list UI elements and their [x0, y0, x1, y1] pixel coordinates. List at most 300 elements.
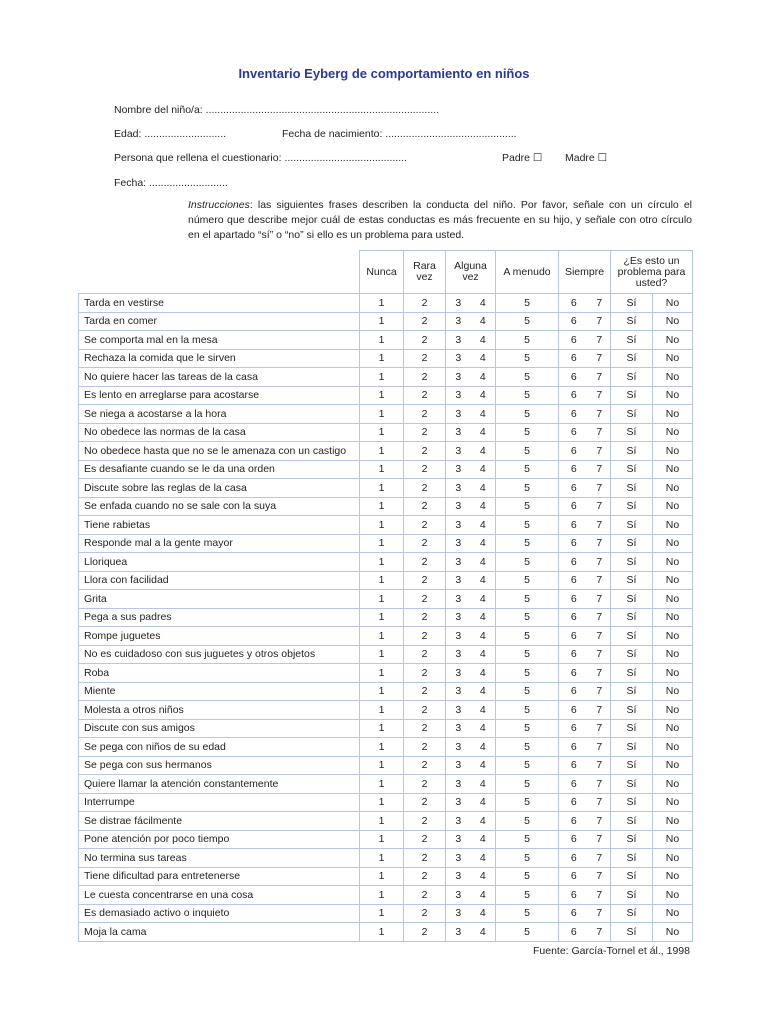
scale-option-5[interactable]: 5 [496, 886, 559, 905]
scale-option-3[interactable]: 3 [446, 368, 471, 387]
scale-option-2[interactable]: 2 [404, 571, 446, 590]
scale-option-1[interactable]: 1 [360, 571, 404, 590]
problem-yes-option[interactable]: Sí [611, 534, 653, 553]
scale-option-5[interactable]: 5 [496, 867, 559, 886]
scale-option-4[interactable]: 4 [471, 664, 496, 683]
scale-option-5[interactable]: 5 [496, 331, 559, 350]
problem-no-option[interactable]: No [653, 775, 693, 794]
scale-option-6[interactable]: 6 [559, 645, 589, 664]
scale-option-3[interactable]: 3 [446, 442, 471, 461]
scale-option-3[interactable]: 3 [446, 923, 471, 942]
scale-option-2[interactable]: 2 [404, 312, 446, 331]
scale-option-2[interactable]: 2 [404, 775, 446, 794]
scale-option-5[interactable]: 5 [496, 405, 559, 424]
scale-option-6[interactable]: 6 [559, 719, 589, 738]
scale-option-5[interactable]: 5 [496, 812, 559, 831]
scale-option-4[interactable]: 4 [471, 645, 496, 664]
problem-yes-option[interactable]: Sí [611, 497, 653, 516]
scale-option-1[interactable]: 1 [360, 886, 404, 905]
scale-option-5[interactable]: 5 [496, 590, 559, 609]
scale-option-2[interactable]: 2 [404, 442, 446, 461]
scale-option-1[interactable]: 1 [360, 349, 404, 368]
problem-no-option[interactable]: No [653, 756, 693, 775]
scale-option-5[interactable]: 5 [496, 904, 559, 923]
scale-option-7[interactable]: 7 [589, 756, 611, 775]
scale-option-1[interactable]: 1 [360, 442, 404, 461]
problem-yes-option[interactable]: Sí [611, 479, 653, 498]
problem-yes-option[interactable]: Sí [611, 349, 653, 368]
scale-option-1[interactable]: 1 [360, 812, 404, 831]
scale-option-2[interactable]: 2 [404, 738, 446, 757]
scale-option-6[interactable]: 6 [559, 516, 589, 535]
scale-option-4[interactable]: 4 [471, 442, 496, 461]
scale-option-5[interactable]: 5 [496, 386, 559, 405]
scale-option-6[interactable]: 6 [559, 331, 589, 350]
scale-option-4[interactable]: 4 [471, 534, 496, 553]
scale-option-6[interactable]: 6 [559, 312, 589, 331]
problem-yes-option[interactable]: Sí [611, 904, 653, 923]
scale-option-4[interactable]: 4 [471, 331, 496, 350]
scale-option-1[interactable]: 1 [360, 627, 404, 646]
scale-option-1[interactable]: 1 [360, 830, 404, 849]
scale-option-7[interactable]: 7 [589, 294, 611, 313]
scale-option-2[interactable]: 2 [404, 627, 446, 646]
scale-option-3[interactable]: 3 [446, 719, 471, 738]
scale-option-5[interactable]: 5 [496, 682, 559, 701]
scale-option-6[interactable]: 6 [559, 423, 589, 442]
problem-no-option[interactable]: No [653, 405, 693, 424]
scale-option-7[interactable]: 7 [589, 886, 611, 905]
problem-no-option[interactable]: No [653, 590, 693, 609]
scale-option-1[interactable]: 1 [360, 590, 404, 609]
scale-option-7[interactable]: 7 [589, 442, 611, 461]
scale-option-4[interactable]: 4 [471, 812, 496, 831]
scale-option-2[interactable]: 2 [404, 294, 446, 313]
scale-option-4[interactable]: 4 [471, 830, 496, 849]
problem-yes-option[interactable]: Sí [611, 627, 653, 646]
scale-option-4[interactable]: 4 [471, 368, 496, 387]
problem-no-option[interactable]: No [653, 886, 693, 905]
scale-option-5[interactable]: 5 [496, 923, 559, 942]
scale-option-5[interactable]: 5 [496, 423, 559, 442]
scale-option-1[interactable]: 1 [360, 738, 404, 757]
scale-option-7[interactable]: 7 [589, 590, 611, 609]
scale-option-4[interactable]: 4 [471, 849, 496, 868]
problem-yes-option[interactable]: Sí [611, 664, 653, 683]
scale-option-6[interactable]: 6 [559, 553, 589, 572]
problem-yes-option[interactable]: Sí [611, 738, 653, 757]
scale-option-2[interactable]: 2 [404, 349, 446, 368]
scale-option-3[interactable]: 3 [446, 904, 471, 923]
scale-option-1[interactable]: 1 [360, 331, 404, 350]
problem-no-option[interactable]: No [653, 812, 693, 831]
scale-option-2[interactable]: 2 [404, 756, 446, 775]
scale-option-6[interactable]: 6 [559, 904, 589, 923]
scale-option-7[interactable]: 7 [589, 423, 611, 442]
scale-option-1[interactable]: 1 [360, 719, 404, 738]
scale-option-7[interactable]: 7 [589, 923, 611, 942]
scale-option-3[interactable]: 3 [446, 534, 471, 553]
problem-no-option[interactable]: No [653, 682, 693, 701]
scale-option-4[interactable]: 4 [471, 627, 496, 646]
scale-option-4[interactable]: 4 [471, 312, 496, 331]
scale-option-5[interactable]: 5 [496, 830, 559, 849]
scale-option-4[interactable]: 4 [471, 423, 496, 442]
scale-option-3[interactable]: 3 [446, 867, 471, 886]
scale-option-4[interactable]: 4 [471, 349, 496, 368]
scale-option-6[interactable]: 6 [559, 682, 589, 701]
problem-no-option[interactable]: No [653, 571, 693, 590]
problem-no-option[interactable]: No [653, 553, 693, 572]
scale-option-5[interactable]: 5 [496, 294, 559, 313]
scale-option-6[interactable]: 6 [559, 701, 589, 720]
mother-checkbox[interactable]: Madre ☐ [565, 152, 608, 164]
scale-option-1[interactable]: 1 [360, 479, 404, 498]
scale-option-6[interactable]: 6 [559, 534, 589, 553]
scale-option-7[interactable]: 7 [589, 405, 611, 424]
problem-no-option[interactable]: No [653, 738, 693, 757]
scale-option-1[interactable]: 1 [360, 701, 404, 720]
scale-option-4[interactable]: 4 [471, 904, 496, 923]
scale-option-2[interactable]: 2 [404, 812, 446, 831]
scale-option-5[interactable]: 5 [496, 738, 559, 757]
problem-no-option[interactable]: No [653, 701, 693, 720]
scale-option-5[interactable]: 5 [496, 534, 559, 553]
scale-option-3[interactable]: 3 [446, 294, 471, 313]
problem-yes-option[interactable]: Sí [611, 590, 653, 609]
scale-option-1[interactable]: 1 [360, 497, 404, 516]
scale-option-2[interactable]: 2 [404, 331, 446, 350]
problem-yes-option[interactable]: Sí [611, 923, 653, 942]
scale-option-5[interactable]: 5 [496, 608, 559, 627]
problem-yes-option[interactable]: Sí [611, 386, 653, 405]
problem-yes-option[interactable]: Sí [611, 645, 653, 664]
scale-option-4[interactable]: 4 [471, 553, 496, 572]
scale-option-3[interactable]: 3 [446, 331, 471, 350]
scale-option-4[interactable]: 4 [471, 497, 496, 516]
problem-yes-option[interactable]: Sí [611, 756, 653, 775]
scale-option-1[interactable]: 1 [360, 553, 404, 572]
scale-option-2[interactable]: 2 [404, 553, 446, 572]
problem-yes-option[interactable]: Sí [611, 516, 653, 535]
scale-option-5[interactable]: 5 [496, 645, 559, 664]
scale-option-2[interactable]: 2 [404, 368, 446, 387]
scale-option-3[interactable]: 3 [446, 497, 471, 516]
scale-option-1[interactable]: 1 [360, 793, 404, 812]
scale-option-1[interactable]: 1 [360, 645, 404, 664]
father-checkbox[interactable]: Padre ☐ [502, 152, 543, 164]
scale-option-4[interactable]: 4 [471, 608, 496, 627]
problem-no-option[interactable]: No [653, 719, 693, 738]
problem-yes-option[interactable]: Sí [611, 608, 653, 627]
scale-option-5[interactable]: 5 [496, 719, 559, 738]
scale-option-5[interactable]: 5 [496, 756, 559, 775]
scale-option-1[interactable]: 1 [360, 867, 404, 886]
scale-option-2[interactable]: 2 [404, 516, 446, 535]
scale-option-3[interactable]: 3 [446, 405, 471, 424]
scale-option-7[interactable]: 7 [589, 349, 611, 368]
problem-no-option[interactable]: No [653, 793, 693, 812]
problem-no-option[interactable]: No [653, 368, 693, 387]
scale-option-6[interactable]: 6 [559, 294, 589, 313]
problem-yes-option[interactable]: Sí [611, 423, 653, 442]
scale-option-7[interactable]: 7 [589, 830, 611, 849]
scale-option-2[interactable]: 2 [404, 867, 446, 886]
scale-option-3[interactable]: 3 [446, 312, 471, 331]
scale-option-6[interactable]: 6 [559, 386, 589, 405]
scale-option-7[interactable]: 7 [589, 682, 611, 701]
scale-option-5[interactable]: 5 [496, 849, 559, 868]
scale-option-5[interactable]: 5 [496, 479, 559, 498]
scale-option-4[interactable]: 4 [471, 756, 496, 775]
scale-option-3[interactable]: 3 [446, 812, 471, 831]
problem-yes-option[interactable]: Sí [611, 812, 653, 831]
scale-option-6[interactable]: 6 [559, 849, 589, 868]
scale-option-4[interactable]: 4 [471, 886, 496, 905]
scale-option-6[interactable]: 6 [559, 923, 589, 942]
scale-option-3[interactable]: 3 [446, 849, 471, 868]
problem-yes-option[interactable]: Sí [611, 331, 653, 350]
scale-option-2[interactable]: 2 [404, 886, 446, 905]
scale-option-3[interactable]: 3 [446, 590, 471, 609]
scale-option-1[interactable]: 1 [360, 368, 404, 387]
scale-option-7[interactable]: 7 [589, 664, 611, 683]
problem-no-option[interactable]: No [653, 645, 693, 664]
scale-option-6[interactable]: 6 [559, 756, 589, 775]
scale-option-3[interactable]: 3 [446, 608, 471, 627]
scale-option-2[interactable]: 2 [404, 479, 446, 498]
scale-option-5[interactable]: 5 [496, 312, 559, 331]
scale-option-1[interactable]: 1 [360, 405, 404, 424]
scale-option-2[interactable]: 2 [404, 645, 446, 664]
scale-option-2[interactable]: 2 [404, 608, 446, 627]
scale-option-3[interactable]: 3 [446, 756, 471, 775]
scale-option-3[interactable]: 3 [446, 516, 471, 535]
scale-option-7[interactable]: 7 [589, 775, 611, 794]
problem-yes-option[interactable]: Sí [611, 775, 653, 794]
problem-no-option[interactable]: No [653, 534, 693, 553]
scale-option-4[interactable]: 4 [471, 590, 496, 609]
problem-no-option[interactable]: No [653, 664, 693, 683]
scale-option-6[interactable]: 6 [559, 405, 589, 424]
scale-option-3[interactable]: 3 [446, 793, 471, 812]
scale-option-2[interactable]: 2 [404, 719, 446, 738]
scale-option-7[interactable]: 7 [589, 368, 611, 387]
scale-option-4[interactable]: 4 [471, 793, 496, 812]
scale-option-1[interactable]: 1 [360, 849, 404, 868]
scale-option-3[interactable]: 3 [446, 460, 471, 479]
scale-option-7[interactable]: 7 [589, 553, 611, 572]
scale-option-7[interactable]: 7 [589, 812, 611, 831]
scale-option-1[interactable]: 1 [360, 516, 404, 535]
scale-option-1[interactable]: 1 [360, 775, 404, 794]
scale-option-7[interactable]: 7 [589, 627, 611, 646]
scale-option-1[interactable]: 1 [360, 534, 404, 553]
scale-option-7[interactable]: 7 [589, 497, 611, 516]
scale-option-1[interactable]: 1 [360, 664, 404, 683]
scale-option-6[interactable]: 6 [559, 867, 589, 886]
scale-option-4[interactable]: 4 [471, 923, 496, 942]
problem-no-option[interactable]: No [653, 627, 693, 646]
problem-yes-option[interactable]: Sí [611, 405, 653, 424]
scale-option-7[interactable]: 7 [589, 516, 611, 535]
problem-no-option[interactable]: No [653, 516, 693, 535]
scale-option-6[interactable]: 6 [559, 479, 589, 498]
scale-option-7[interactable]: 7 [589, 645, 611, 664]
scale-option-1[interactable]: 1 [360, 923, 404, 942]
scale-option-5[interactable]: 5 [496, 571, 559, 590]
problem-yes-option[interactable]: Sí [611, 368, 653, 387]
scale-option-2[interactable]: 2 [404, 793, 446, 812]
problem-no-option[interactable]: No [653, 479, 693, 498]
problem-no-option[interactable]: No [653, 442, 693, 461]
scale-option-2[interactable]: 2 [404, 701, 446, 720]
scale-option-2[interactable]: 2 [404, 590, 446, 609]
scale-option-1[interactable]: 1 [360, 294, 404, 313]
scale-option-5[interactable]: 5 [496, 349, 559, 368]
scale-option-5[interactable]: 5 [496, 553, 559, 572]
scale-option-5[interactable]: 5 [496, 775, 559, 794]
age-field[interactable]: Edad: ............................ [114, 128, 227, 140]
scale-option-6[interactable]: 6 [559, 793, 589, 812]
scale-option-6[interactable]: 6 [559, 812, 589, 831]
scale-option-5[interactable]: 5 [496, 497, 559, 516]
scale-option-2[interactable]: 2 [404, 682, 446, 701]
scale-option-1[interactable]: 1 [360, 682, 404, 701]
problem-yes-option[interactable]: Sí [611, 701, 653, 720]
scale-option-4[interactable]: 4 [471, 701, 496, 720]
scale-option-4[interactable]: 4 [471, 682, 496, 701]
scale-option-6[interactable]: 6 [559, 442, 589, 461]
scale-option-3[interactable]: 3 [446, 627, 471, 646]
scale-option-7[interactable]: 7 [589, 867, 611, 886]
scale-option-2[interactable]: 2 [404, 830, 446, 849]
scale-option-7[interactable]: 7 [589, 460, 611, 479]
scale-option-6[interactable]: 6 [559, 627, 589, 646]
scale-option-6[interactable]: 6 [559, 349, 589, 368]
scale-option-3[interactable]: 3 [446, 701, 471, 720]
scale-option-2[interactable]: 2 [404, 849, 446, 868]
scale-option-4[interactable]: 4 [471, 867, 496, 886]
scale-option-3[interactable]: 3 [446, 571, 471, 590]
scale-option-4[interactable]: 4 [471, 386, 496, 405]
problem-yes-option[interactable]: Sí [611, 571, 653, 590]
problem-yes-option[interactable]: Sí [611, 793, 653, 812]
problem-yes-option[interactable]: Sí [611, 886, 653, 905]
scale-option-2[interactable]: 2 [404, 423, 446, 442]
respondent-field[interactable]: Persona que rellena el cuestionario: .......................................... [114, 152, 407, 164]
problem-no-option[interactable]: No [653, 497, 693, 516]
scale-option-6[interactable]: 6 [559, 664, 589, 683]
scale-option-2[interactable]: 2 [404, 497, 446, 516]
problem-yes-option[interactable]: Sí [611, 442, 653, 461]
scale-option-5[interactable]: 5 [496, 442, 559, 461]
scale-option-7[interactable]: 7 [589, 571, 611, 590]
scale-option-6[interactable]: 6 [559, 738, 589, 757]
scale-option-5[interactable]: 5 [496, 368, 559, 387]
scale-option-1[interactable]: 1 [360, 423, 404, 442]
scale-option-4[interactable]: 4 [471, 405, 496, 424]
scale-option-2[interactable]: 2 [404, 534, 446, 553]
scale-option-5[interactable]: 5 [496, 664, 559, 683]
scale-option-3[interactable]: 3 [446, 423, 471, 442]
scale-option-1[interactable]: 1 [360, 460, 404, 479]
problem-no-option[interactable]: No [653, 904, 693, 923]
scale-option-3[interactable]: 3 [446, 479, 471, 498]
scale-option-6[interactable]: 6 [559, 608, 589, 627]
scale-option-3[interactable]: 3 [446, 645, 471, 664]
scale-option-6[interactable]: 6 [559, 368, 589, 387]
scale-option-7[interactable]: 7 [589, 386, 611, 405]
scale-option-6[interactable]: 6 [559, 886, 589, 905]
scale-option-7[interactable]: 7 [589, 331, 611, 350]
problem-no-option[interactable]: No [653, 849, 693, 868]
scale-option-7[interactable]: 7 [589, 534, 611, 553]
scale-option-5[interactable]: 5 [496, 701, 559, 720]
scale-option-3[interactable]: 3 [446, 553, 471, 572]
scale-option-7[interactable]: 7 [589, 719, 611, 738]
problem-yes-option[interactable]: Sí [611, 553, 653, 572]
scale-option-3[interactable]: 3 [446, 738, 471, 757]
scale-option-3[interactable]: 3 [446, 830, 471, 849]
scale-option-1[interactable]: 1 [360, 386, 404, 405]
scale-option-3[interactable]: 3 [446, 682, 471, 701]
scale-option-4[interactable]: 4 [471, 516, 496, 535]
scale-option-2[interactable]: 2 [404, 405, 446, 424]
problem-no-option[interactable]: No [653, 867, 693, 886]
problem-yes-option[interactable]: Sí [611, 867, 653, 886]
problem-no-option[interactable]: No [653, 294, 693, 313]
problem-no-option[interactable]: No [653, 460, 693, 479]
problem-yes-option[interactable]: Sí [611, 849, 653, 868]
problem-yes-option[interactable]: Sí [611, 460, 653, 479]
scale-option-7[interactable]: 7 [589, 479, 611, 498]
scale-option-5[interactable]: 5 [496, 793, 559, 812]
birth-date-field[interactable]: Fecha de nacimiento: ............................................. [282, 128, 517, 140]
scale-option-2[interactable]: 2 [404, 386, 446, 405]
problem-no-option[interactable]: No [653, 923, 693, 942]
scale-option-7[interactable]: 7 [589, 849, 611, 868]
scale-option-4[interactable]: 4 [471, 571, 496, 590]
scale-option-2[interactable]: 2 [404, 664, 446, 683]
scale-option-4[interactable]: 4 [471, 719, 496, 738]
scale-option-7[interactable]: 7 [589, 608, 611, 627]
scale-option-6[interactable]: 6 [559, 830, 589, 849]
scale-option-2[interactable]: 2 [404, 460, 446, 479]
problem-yes-option[interactable]: Sí [611, 294, 653, 313]
problem-yes-option[interactable]: Sí [611, 312, 653, 331]
problem-no-option[interactable]: No [653, 349, 693, 368]
scale-option-4[interactable]: 4 [471, 775, 496, 794]
scale-option-3[interactable]: 3 [446, 886, 471, 905]
scale-option-6[interactable]: 6 [559, 775, 589, 794]
problem-yes-option[interactable]: Sí [611, 719, 653, 738]
scale-option-7[interactable]: 7 [589, 904, 611, 923]
date-field[interactable]: Fecha: ........................... [114, 177, 228, 189]
child-name-field[interactable]: Nombre del niño/a: ................................................................................ [114, 104, 440, 116]
scale-option-4[interactable]: 4 [471, 294, 496, 313]
scale-option-6[interactable]: 6 [559, 590, 589, 609]
scale-option-3[interactable]: 3 [446, 775, 471, 794]
problem-no-option[interactable]: No [653, 608, 693, 627]
scale-option-1[interactable]: 1 [360, 312, 404, 331]
problem-no-option[interactable]: No [653, 331, 693, 350]
scale-option-7[interactable]: 7 [589, 738, 611, 757]
scale-option-6[interactable]: 6 [559, 460, 589, 479]
problem-no-option[interactable]: No [653, 830, 693, 849]
problem-yes-option[interactable]: Sí [611, 682, 653, 701]
scale-option-1[interactable]: 1 [360, 608, 404, 627]
